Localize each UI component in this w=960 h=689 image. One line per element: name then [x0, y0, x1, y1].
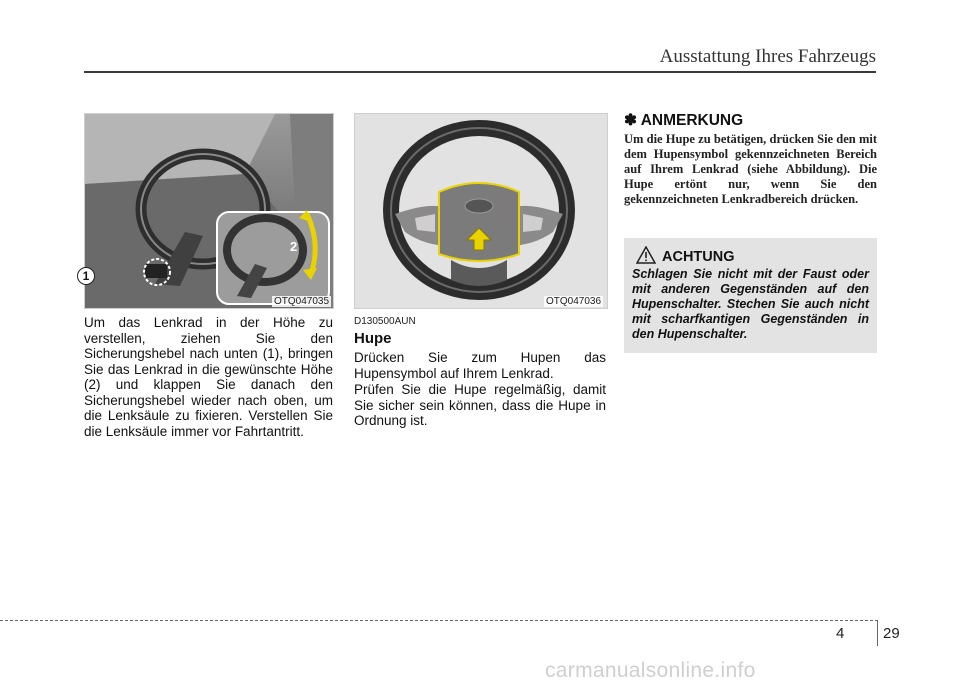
callout-1: 1: [77, 267, 95, 285]
warning-triangle-icon: [636, 246, 656, 264]
page-number: 29: [883, 625, 900, 642]
steering-wheel-horn-illustration: [354, 113, 608, 309]
column2-paragraph-2: Prüfen Sie die Hupe regelmäßig, damit Sie sicher sein können, dass die Hupe in Ordnung ist.: [354, 382, 606, 428]
watermark: carmanualsonline.info: [545, 659, 756, 682]
steering-tilt-illustration: [84, 113, 334, 309]
header-title: Ausstattung Ihres Fahrzeugs: [659, 46, 876, 67]
page-number-separator: [877, 620, 878, 646]
column2-paragraph-1: Drücken Sie zum Hupen das Hupensymbol auf Ihrem Lenkrad.: [354, 350, 606, 381]
column1-paragraph: Um das Lenkrad in der Höhe zu verstellen, ziehen Sie den Sicherungshebel nach unten (1), bringen Sie das Lenkrad in die gewünschte Höhe (2) und klappen Sie danach den Sicherungshebel wieder nach oben, um die Lenksäule zu fixieren. Verstellen Sie die Lenksäule immer vor Fahrtantritt.: [84, 315, 333, 439]
chapter-number: 4: [836, 625, 845, 642]
steering-wheel-drawing: [355, 114, 607, 308]
steering-tilt-drawing: [85, 114, 333, 308]
section-heading: Hupe: [354, 330, 392, 347]
section-code: D130500AUN: [354, 316, 416, 327]
caution-text: Schlagen Sie nicht mit der Faust oder mit anderen Gegenständen auf den Hupenschalter. Stechen Sie auch nicht mit scharfkantigen Gegenständen in den Hupenschalter.: [632, 267, 869, 341]
caution-title: ACHTUNG: [662, 249, 735, 265]
callout-2: 2: [290, 239, 298, 254]
figure-code-left: OTQ047035: [274, 296, 330, 307]
figure-code-middle: OTQ047036: [546, 296, 602, 307]
note-text: Um die Hupe zu betätigen, drücken Sie den mit dem Hupensymbol gekennzeichneten Bereich auf Ihrem Lenkrad (siehe Abbildung). Die Hupe ertönt nur, wenn Sie den gekennzeichneten Lenkradbereich drücken.: [624, 132, 877, 206]
note-title: ✽ ANMERKUNG: [624, 112, 744, 129]
header-rule: [84, 71, 876, 73]
footer-rule: [0, 620, 878, 621]
